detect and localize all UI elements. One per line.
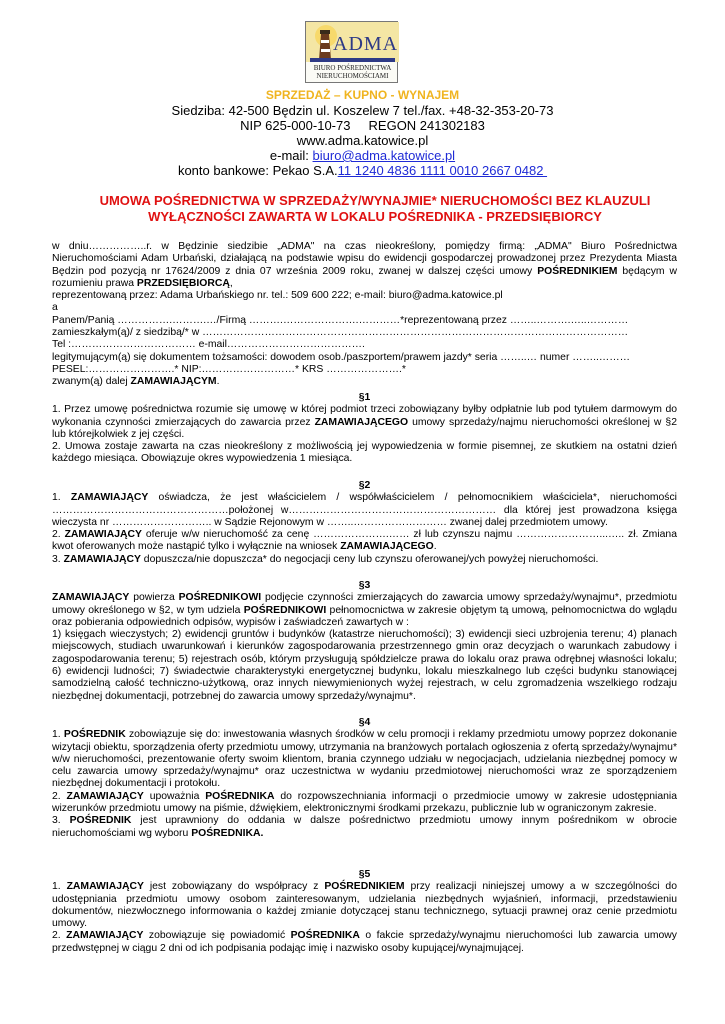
intro-bold-2: PRZEDSIĘBIORCĄ [136,277,230,289]
s4-p3-bold: POŚREDNIK [69,815,132,827]
intro-section [52,241,677,389]
section-3-p2: 1) księgach wieczystych; 2) ewidencji gruntów i budynków (katastrze nieruchomości); 3) ewidencji sieci uzbrojenia terenu; 4) planach miejscowych, studiach uwarunkowań i kierunków zagospodarowania przestrzennego gmin oraz decyzjach o warunkach zabudowy i zagospodarowania terenu; 5) rejestrach osób, którym przysługują spółdzielcze prawa do lokalu oraz prawa odrębnej własności lokalu; 6) ewidencji ludności; 7) świadectwie charakterystyki energetycznej budynku, lokalu mieszkalnego lub części budynku stanowiącej samodzielną całość techniczno-użytkową, oraz innych niewymienionych wyżej rejestrach, w celu zgromadzenia wszelkiego rodzaju niezbędnej dokumentacji, potrzebnej do zawarcia umowy sprzedaży/wynajmu*. [52,629,677,702]
section-4 [52,717,677,840]
address-line: Siedziba: 42-500 Będzin ul. Koszelew 7 tel./fax. +48-32-353-20-73 [171,103,554,118]
s2-p1-bold: ZAMAWIAJĄCY [70,492,149,504]
s5-p2-text: zobowiązuje się powiadomić [143,930,291,942]
section-3 [52,580,677,703]
s2-p2-num: 2. [52,529,65,541]
logo-subtitle-2: NIERUCHOMOŚCIAMI [316,72,389,80]
s3-bold-1: ZAMAWIAJĄCY [52,592,130,604]
section-4-heading: §4 [358,717,371,728]
section-2-p2 [52,529,677,554]
s4-p2-num: 2. [52,790,67,802]
s5-p2-bold: ZAMAWIAJĄCY [66,930,144,942]
s5-p1-num: 1. [52,881,67,893]
section-2 [52,480,677,566]
title-line-2: WYŁĄCZNOŚCI ZAWARTA W LOKALU POŚREDNIKA - PRZEDSIĘBIORCY [148,209,602,224]
s2-p2-end: . [433,541,437,553]
s5-p1-bold: ZAMAWIAJĄCY [66,881,144,893]
tagline: SPRZEDAŻ – KUPNO - WYNAJEM [265,88,460,102]
s5-p2-end: o fakcie sprzedaży/wynajmu nieruchomości lub zawarcia umowy przedwstępnej w ciągu 2 dni od ich podpisania podając imię i nazwisko osoby kupującej/wynajmującej. [52,930,677,954]
s3-text-1: powierza [129,592,179,604]
section-1-p1 [52,404,677,441]
s2-p3-text: dopuszcza/nie dopuszcza* do negocjacji ceny lub czynszu oferowanej/ych powyżej nieruchomości. [140,553,599,565]
client-id-line: legitymującym(ą) się dokumentem tożsamości: dowodem osob./paszportem/prawem jazdy* seria ……..… numer ……..……… [52,351,631,363]
intro-text: w dniu……………..r. w Będzinie siedzibie „ADMA" na czas nieokreślony, pomiędzy firmą: „ADMA" Biuro Pośrednictwa Nieruchomościami Adam Urbański, działającą na podstawie wpisu do ewidencji gospodarczej prowadzonej przez Prezydenta Miasta Będzin pod pozycją nr 17624/2009 z dnia 07 września 2009 roku, zwanej w dalszej części umowy [52,241,677,277]
section-2-p1 [52,492,677,529]
s3-text-3: pełnomocnictwa w zakresie objętym tą umową, pełnomocnictwa do wglądu oraz pobierania odpowiednich odpisów, wypisów i zaświadczeń zawartych w : [52,604,677,628]
s2-p2-bold: ZAMAWIAJĄCY [64,529,142,541]
called-bold: ZAMAWIAJĄCYM [130,376,217,388]
s4-p3-num: 3. [52,815,70,827]
nip-regon-line: NIP 625-000-10-73 REGON 241302183 [240,118,485,133]
s2-p3-num: 3. [52,553,64,565]
logo-subtitle-1: BIURO POŚREDNICTWA [313,64,392,72]
s1-p1-bold: ZAMAWIAJĄCEGO [314,416,409,428]
s1-p1-end: umowy sprzedaży/najmu nieruchomości określonej w §2 lub którejkolwiek z jej części. [52,416,677,440]
s5-p2-bold-2: POŚREDNIKA [290,930,360,942]
client-address-line: zamieszkałym(ą)/ z siedzibą/* w …………………………………………………………………………………………………………… [52,327,629,339]
s5-p1-text: jest zobowiązany do współpracy z [143,881,325,893]
title-line-1: UMOWA POŚREDNICTWA W SPRZEDAŻY/WYNAJMIE* NIERUCHOMOŚCI BEZ KLAUZULI [99,193,651,208]
email-link[interactable]: biuro@adma.katowice.pl [312,148,456,163]
s4-p2-bold: ZAMAWIAJĄCY [66,790,144,802]
s4-p2-end: do rozpowszechniania informacji o przedmiocie umowy w zakresie udostępniania wizerunków przedmiotu umowy na piśmie, dźwiękiem, elektronicznymi środkami przekazu, publicznie lub w ograniczonym zakresie. [52,790,677,815]
client-contact-line: Tel :……………………………… e-mail…………………………………. [52,339,365,351]
called-text: zwanym(ą) dalej [52,376,131,388]
section-4-p3 [52,815,677,840]
section-3-p1 [52,592,677,629]
s1-p1-text: 1. Przez umowę pośrednictwa rozumie się umowę w której podmiot trzeci zobowiązany byłby odpłatnie lub pod tytułem darmowym do wykonania czynności zmierzających do zawarcia przez [52,404,677,428]
s2-p1-text: oświadcza, że jest właścicielem / współwłaścicielem / pełnomocnikiem właściciela*, nieruchomości ……………………………………………położonej w…………………………………………………… dla której jest prowadzona księga wieczysta nr ……………………….. w Sądzie Rejonowym w ……..……………………… zwanej dalej przedmiotem umowy. [52,492,677,528]
intro-text-mid: będącym w rozumieniu prawa [52,265,677,289]
section-1-p2: 2. Umowa zostaje zawarta na czas nieokreślony z możliwością jej wypowiedzenia w formie pisemnej, ze skutkiem na ostatni dzień każdego miesiąca. Obowiązuje okres wypowiedzenia 1 miesiąca. [52,441,677,465]
section-1 [52,392,677,466]
section-4-p2 [52,791,677,816]
website-line[interactable]: www.adma.katowice.pl [296,133,429,148]
bank-label: konto bankowe: Pekao S.A. [177,163,338,178]
email-label: e-mail: [269,148,313,163]
section-5-p2 [52,930,677,955]
company-logo [305,21,398,83]
intro-bold: POŚREDNIKIEM [537,265,618,277]
s4-p3-text: jest uprawniony do oddania w dalsze pośrednictwo przedmiotu umowy innym pośrednikom w obrocie nieruchomościami wg wyboru [52,815,677,839]
representative-line: reprezentowaną przez: Adama Urbańskiego nr. tel.: 509 600 222; e-mail: biuro@adma.katowice.pl [52,290,503,302]
logo-word: ADMA [333,33,399,55]
client-called-line [52,376,677,388]
s2-p2-bold-2: ZAMAWIAJĄCEGO [340,541,434,553]
s3-bold-2: POŚREDNIKOWI [178,592,262,604]
section-5-heading: §5 [358,869,371,880]
intro-paragraph [52,241,677,290]
client-name-line: Panem/Panią …………….……….…/Firmą ……….………………….…………*reprezentowaną przez ……..……….…..………… [52,314,629,326]
section-5-p1 [52,881,677,930]
s4-p3-bold-2: POŚREDNIKA. [191,827,264,839]
s4-p1-text: zobowiązuje się do: inwestowania własnych środków w celu promocji i reklamy przedmiotu umowy poprzez dokonanie wizytacji obiektu, sporządzenia oferty przedmiotu umowy, utrzymania na branżowych portalach ogłoszenia z ofertą sprzedaży/wynajmu* w/w nieruchomości, prezentowanie oferty swoim klientom, brania czynnego udziału w negocjacjach, udzielania niezbędnej pomocy w celu zawarcia umowy sprzedaży/wynajmu* oraz uczestnictwa w wydaniu przedmiotowej nieruchomości wraz ze sporządzeniem niezbędnej dokumentacji i protokołu. [52,729,677,790]
and-line: a [52,302,58,314]
s5-p2-num: 2. [52,930,67,942]
s3-bold-3: POŚREDNIKOWI [243,604,327,616]
contract-title [60,193,690,225]
s3-text-2: podjęcie czynności zmierzających do zawarcia umowy sprzedaży/wynajmu*, przedmiotu umowy określonego w §2, w tym udziela [52,592,677,616]
s4-p2-bold-2: POŚREDNIKA [205,790,275,802]
bank-account-number[interactable]: 11 1240 4836 1111 0010 2667 0482 [337,163,548,178]
s5-p1-bold-2: POŚREDNIKIEM [324,881,405,893]
section-1-heading: §1 [358,392,371,403]
client-pesel-line: PESEL:…………………….* NIP:………………………* KRS ………………….* [52,363,406,375]
bank-line [0,163,725,178]
section-4-p1 [52,729,677,790]
s4-p2-text: upoważnia [143,790,206,802]
intro-text-end: , [229,277,233,289]
section-2-heading: §2 [358,480,371,491]
section-3-heading: §3 [358,580,371,591]
s5-p1-end: przy realizacji niniejszej umowy a w szczególności do udostępniania przedmiotu umowy osobom zainteresowanym, udzielania niezbędnych wyjaśnień, informacji, przedstawieniu dokumentów, niezwłocznego informowania o każdej zmianie dotyczącej stanu technicznego, sytuacji prawnej oraz cenie przedmiotu umowy. [52,881,677,930]
s4-p1-num: 1. [52,729,64,741]
section-2-p3 [52,554,677,566]
s2-p3-bold: ZAMAWIAJĄCY [63,553,141,565]
s2-p1-num: 1. [52,492,71,504]
s4-p1-bold: POŚREDNIK [63,729,126,741]
called-end: . [216,376,220,388]
email-line [0,148,725,163]
section-5 [52,869,677,955]
s2-p2-text: oferuje w/w nieruchomość za cenę ………………….…… zł lub czynszu najmu ……………………...….. zł. Zmiana kwot oferowanych może nastąpić tylko i wyłącznie na wniosek [52,529,677,553]
